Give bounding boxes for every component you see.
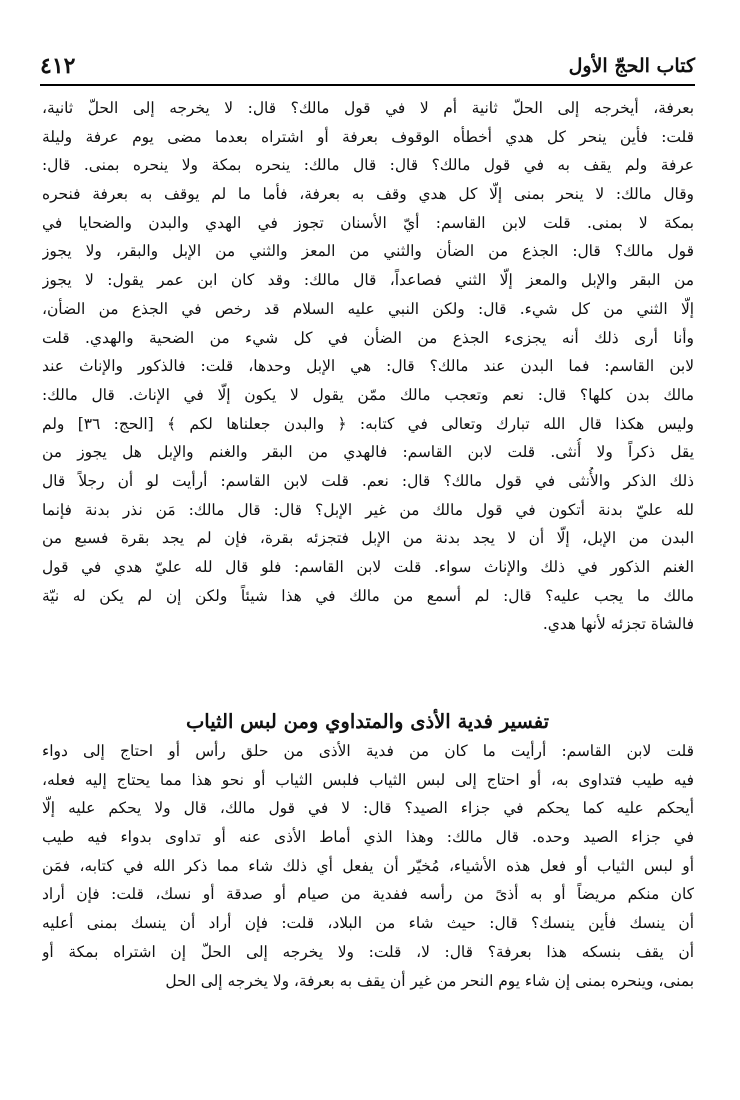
running-title: كتاب الحجّ الأول	[568, 55, 695, 77]
page-header	[40, 48, 695, 84]
section-title: تفسير فدية الأذى والمتداوي ومن لبس الثياب	[185, 710, 550, 733]
text-line: أو لبس الثياب أو فعل هذه الأشياء، مُخيّر أن يفعل أي ذلك شاء مما ذكر الله في كتابه، فمَن	[42, 856, 694, 875]
text-line: مالك ما يجب عليه؟ قال: لم أسمع من مالك في هذا شيئاً ولكن إن لم يكن له نيّة	[42, 586, 694, 605]
text-line: قلت لابن القاسم: أرأيت ما كان من فدية الأذى من حلق رأس أو احتاج إلى دواء	[42, 742, 694, 760]
text-line: أن ينسك فأين ينسك؟ قال: حيث شاء من البلاد، قلت: فإن أراد أن ينسك بمنى أعليه	[42, 914, 694, 933]
text-line: وقال مالك: لا ينحر بمنى إلّا كل هدي وقف به بعرفة، فأما ما لم يوقف به بعرفة فنحره	[42, 185, 694, 204]
text-line: عرفة ولم يقف به في قول مالك؟ قال: قال مالك: ينحره بمكة ولا ينحره بمنى. قال:	[42, 156, 694, 175]
text-line: أيحكم عليه كما يحكم في جزاء الصيد؟ قال: لا في قول مالك، قال ولا يحكم عليه إلّا	[42, 799, 694, 818]
text-line: لله عليّ بدنة أتكون في قول مالك من غير الإبل؟ قال: قال مالك: مَن نذر بدنة فإنما	[42, 500, 694, 519]
header-rule	[40, 84, 695, 86]
text-line: من البقر والإبل والمعز إلّا الثني فصاعداً، قال مالك: وقد كان ابن عمر يقول: لا يجوز	[42, 271, 694, 290]
page-number: ٤١٢	[40, 53, 76, 79]
text-line: بمكة لا بمنى. قلت لابن القاسم: أيّ الأسنان تجوز في الهدي والبدن والضحايا في	[42, 213, 694, 232]
paragraph-2	[42, 737, 694, 995]
text-line: كان منكم مريضاً أو به أذىً من رأسه ففدية من صيام أو صدقة أو نسك، قلت: فإن أراد	[42, 885, 694, 904]
text-line: وليس هكذا قال الله تبارك وتعالى في كتابه: ﴿ والبدن جعلناها لكم ﴾ [الحج: ٣٦] ولم	[42, 414, 694, 433]
text-line: يقل ذكراً ولا أُنثى. قلت لابن القاسم: فالهدي من البقر والغنم والإبل هل يجوز من	[42, 443, 694, 462]
text-line: أن يقف بنسكه هذا بعرفة؟ قال: لا، قلت: ولا يخرجه إلى الحلّ إن اشتراه بمكة أو	[42, 942, 694, 961]
text-line: بمنى، وينحره بمنى إن شاء يوم النحر من غير أن يقف به بعرفة، ولا يخرجه إلى الحل	[165, 971, 694, 990]
text-line: مالك بدن كلها؟ قال: نعم وتعجب مالك ممّن يقول لا يكون إلّا في الإناث. قال مالك:	[42, 385, 694, 404]
text-line: إلّا الثني من كل شيء. قال: ولكن النبي عليه السلام قد رخص في الجذع من الضأن،	[42, 299, 694, 318]
text-line: قول مالك؟ قال: الجذع من الضأن والثني من المعز والثني من الإبل والبقر، ولا يجوز	[42, 242, 694, 261]
text-line: بعرفة، أيخرجه إلى الحلّ ثانية أم لا في قول مالك؟ قال: لا يخرجه إلى الحلّ ثانية،	[42, 99, 694, 117]
text-line: الغنم الذكور في ذلك والإناث سواء. قلت لابن القاسم: فلو قال لله عليّ هدي في قول	[42, 558, 694, 576]
text-line: وأنا أرى ذلك أنه يجزىء الجذع من الضأن في كل شيء من الضحية والهدي. قلت	[42, 328, 694, 347]
text-line: ذلك الذكر والأُنثى في قول مالك؟ قال: نعم. قلت لابن القاسم: أرأيت لو أن رجلاً قال	[42, 471, 694, 490]
paragraph-1	[42, 94, 694, 639]
text-line: قلت: فأين ينحر كل هدي أخطأه الوقوف بعرفة أو اشتراه بعدما مضى يوم عرفة وليلة	[42, 127, 694, 146]
text-line: فيه طيب فتداوى به، أو احتاج إلى لبس الثياب فلبس الثياب أو نحو هذا مما يحتاج إليه فعله،	[42, 770, 694, 789]
text-line: لابن القاسم: فما البدن عند مالك؟ قال: هي الإبل وحدها، قلت: فالذكور والإناث عند	[42, 357, 694, 376]
text-line: البدن من الإبل، إلّا أن لا يجد بدنة من الإبل فتجزئه بقرة، فإن لم يجد بقرة فسبع من	[42, 529, 694, 548]
text-line: في جزاء الصيد وحده. قال مالك: وهذا الذي أماط الأذى عنه أو تداوى بدواء فيه طيب	[42, 828, 694, 847]
text-line: فالشاة تجزئه لأنها هدي.	[542, 615, 694, 634]
